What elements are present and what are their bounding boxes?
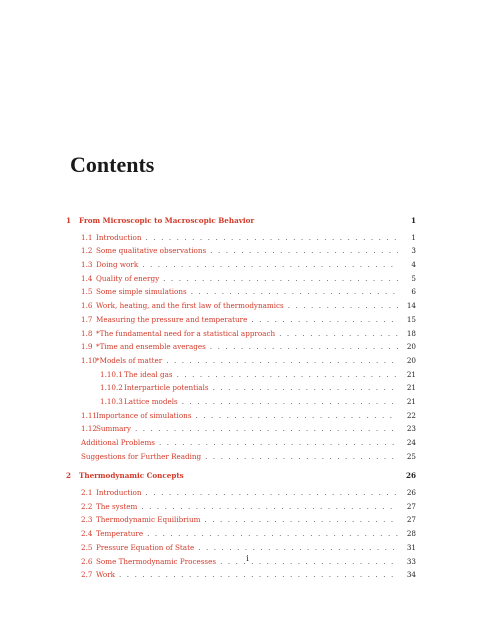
section-page: 34 <box>406 570 416 580</box>
section-number[interactable]: 1.8 <box>81 328 93 338</box>
section-number[interactable]: 1.2 <box>81 246 93 256</box>
page-title: Contents <box>70 152 155 177</box>
section-title-link[interactable]: Doing work <box>96 260 139 270</box>
section-page: 4 <box>411 260 416 270</box>
chapter-page: 1 <box>410 216 416 225</box>
section-number[interactable]: 1.4 <box>81 273 93 283</box>
toc-entry[interactable] <box>66 424 416 438</box>
section-title-link[interactable]: Temperature <box>96 529 144 539</box>
chapter-title-link[interactable]: Thermodynamic Concepts <box>79 471 184 481</box>
toc-entry[interactable] <box>66 260 416 274</box>
leader-dots <box>141 502 398 511</box>
leader-dots <box>198 543 398 552</box>
toc-entry[interactable] <box>66 383 416 397</box>
section-title-link[interactable]: Pressure Equation of State <box>96 542 195 552</box>
section-number[interactable]: 1.10.3 <box>100 396 123 406</box>
section-title-link[interactable]: Thermodynamic Equilibrium <box>96 515 201 525</box>
leader-dots <box>204 515 398 524</box>
section-page: 25 <box>406 451 416 461</box>
section-number[interactable]: 1.11 <box>81 410 98 420</box>
chapter-number[interactable]: 1 <box>66 216 72 225</box>
section-title-link[interactable]: Additional Problems <box>81 438 155 447</box>
toc-entry[interactable] <box>66 329 416 343</box>
section-page: 31 <box>406 542 416 552</box>
leader-dots <box>147 529 398 538</box>
section-title-link[interactable]: Quality of energy <box>96 273 160 283</box>
chapter-title-link[interactable]: From Microscopic to Macroscopic Behavior <box>79 216 255 225</box>
section-number[interactable]: 2.3 <box>81 515 93 525</box>
section-number[interactable]: 1.12 <box>81 424 98 434</box>
leader-dots <box>146 488 398 497</box>
section-title-link[interactable]: Importance of simulations <box>96 410 192 420</box>
section-title-link[interactable]: Work, heating, and the first law of thermodynamics <box>96 301 284 311</box>
section-page: 21 <box>406 396 416 406</box>
toc-entry[interactable] <box>66 502 416 516</box>
toc-entry[interactable] <box>66 397 416 411</box>
section-page: 33 <box>406 556 416 566</box>
leader-dots <box>166 356 398 365</box>
section-page: 3 <box>411 246 416 256</box>
section-number[interactable]: 2.6 <box>81 556 93 566</box>
section-number[interactable]: 1.1 <box>81 232 93 242</box>
section-page: 15 <box>406 314 416 324</box>
section-number[interactable]: 1.10.1 <box>100 369 123 379</box>
toc-entry[interactable] <box>66 529 416 543</box>
toc-entry[interactable] <box>66 342 416 356</box>
toc-entry[interactable] <box>66 570 416 584</box>
section-page: 23 <box>406 424 416 434</box>
leader-dots <box>142 260 398 269</box>
section-title-link[interactable]: Summary <box>96 424 131 434</box>
toc-entry[interactable] <box>66 370 416 384</box>
toc-chapter-2[interactable] <box>66 471 416 485</box>
toc-entry[interactable] <box>66 452 416 466</box>
section-number[interactable]: 1.6 <box>81 301 93 311</box>
section-page: 27 <box>406 515 416 525</box>
toc-entry[interactable] <box>66 411 416 425</box>
toc-entry[interactable] <box>66 315 416 329</box>
leader-dots <box>210 246 398 255</box>
section-page: 20 <box>406 342 416 352</box>
toc-entry[interactable] <box>66 515 416 529</box>
section-page: 14 <box>406 301 416 311</box>
section-title-link[interactable]: The ideal gas <box>124 369 173 379</box>
toc-entry[interactable] <box>66 274 416 288</box>
leader-dots <box>159 438 398 447</box>
toc-entry[interactable] <box>66 488 416 502</box>
section-number[interactable]: 1.9 <box>81 342 93 352</box>
section-page: 28 <box>406 529 416 539</box>
section-title-link[interactable]: The system <box>96 501 138 511</box>
toc-entry[interactable] <box>66 246 416 260</box>
chapter-page: 26 <box>405 471 416 481</box>
leader-dots <box>182 397 398 406</box>
leader-dots <box>119 570 398 579</box>
section-number[interactable]: 1.7 <box>81 314 93 324</box>
toc-entry[interactable] <box>66 233 416 247</box>
section-page: 24 <box>406 438 416 447</box>
leader-dots <box>191 287 398 296</box>
section-title-link[interactable]: *Time and ensemble averages <box>96 342 206 352</box>
toc-entry[interactable] <box>66 287 416 301</box>
section-page: 5 <box>411 273 416 283</box>
section-title-link[interactable]: *The fundamental need for a statistical approach <box>96 328 276 338</box>
section-page: 6 <box>411 287 416 297</box>
section-number[interactable]: 2.5 <box>81 542 93 552</box>
section-page: 20 <box>406 355 416 365</box>
section-number[interactable]: 2.1 <box>81 488 93 498</box>
toc-chapter-1[interactable] <box>66 216 416 230</box>
section-page: 26 <box>406 488 416 498</box>
section-title-link[interactable]: Some simple simulations <box>96 287 187 297</box>
leader-dots <box>163 274 398 283</box>
section-page: 27 <box>406 501 416 511</box>
leader-dots <box>205 452 398 461</box>
section-title-link[interactable]: Introduction <box>96 488 142 498</box>
toc-entry[interactable] <box>66 438 416 452</box>
section-number[interactable]: 1.5 <box>81 287 93 297</box>
section-title-link[interactable]: Interparticle potentials <box>124 383 209 393</box>
section-page: 21 <box>406 369 416 379</box>
section-page: 22 <box>406 410 416 420</box>
section-page: 21 <box>406 383 416 393</box>
table-of-contents <box>66 216 416 584</box>
leader-dots <box>177 370 398 379</box>
section-title-link[interactable]: Introduction <box>96 232 142 242</box>
section-title-link[interactable]: Lattice models <box>124 396 178 406</box>
toc-entry[interactable] <box>66 301 416 315</box>
leader-dots <box>251 315 398 324</box>
section-number[interactable]: 1.10 <box>81 355 98 365</box>
section-page: 18 <box>406 328 416 338</box>
leader-dots <box>210 342 398 351</box>
leader-dots <box>146 233 398 242</box>
chapter-number[interactable]: 2 <box>66 471 72 481</box>
section-title-link[interactable]: Suggestions for Further Reading <box>81 451 202 461</box>
page-number: i <box>246 554 249 563</box>
leader-dots <box>135 424 398 433</box>
section-page: 1 <box>411 232 416 242</box>
leader-dots <box>196 411 398 420</box>
leader-dots <box>279 329 398 338</box>
toc-entry[interactable] <box>66 356 416 370</box>
section-number[interactable]: 2.7 <box>81 570 93 580</box>
section-number[interactable]: 2.4 <box>81 529 93 539</box>
section-title-link[interactable]: Some qualitative observations <box>96 246 207 256</box>
leader-dots <box>213 383 398 392</box>
leader-dots <box>288 301 398 310</box>
section-number[interactable]: 1.10.2 <box>100 383 123 393</box>
section-title-link[interactable]: Some Thermodynamic Processes <box>96 556 217 566</box>
section-title-link[interactable]: Work <box>96 570 116 580</box>
section-title-link[interactable]: Measuring the pressure and temperature <box>96 314 248 324</box>
section-title-link[interactable]: *Models of matter <box>96 355 163 365</box>
section-number[interactable]: 1.3 <box>81 260 93 270</box>
section-number[interactable]: 2.2 <box>81 501 93 511</box>
